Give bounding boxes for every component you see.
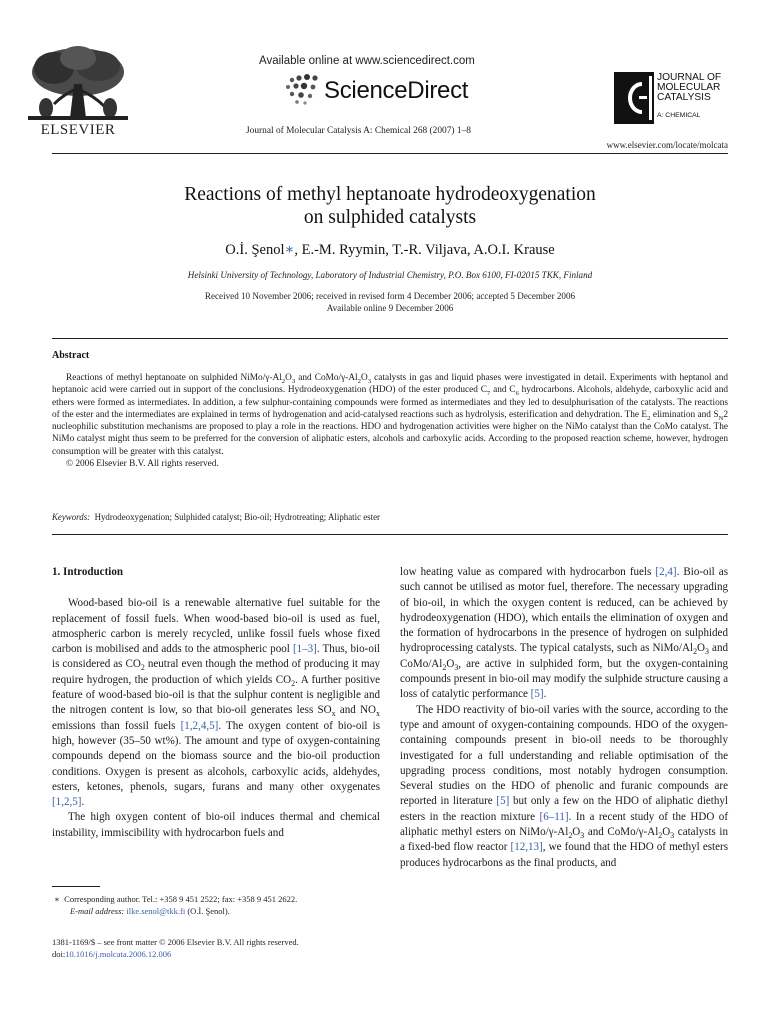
abstract-bottom-divider bbox=[52, 534, 728, 535]
author-first: O.İ. Şenol bbox=[225, 242, 285, 258]
keywords-label: Keywords: bbox=[52, 512, 91, 522]
footnote-email bbox=[52, 905, 382, 917]
corresponding-author-footnote bbox=[52, 893, 382, 918]
body-paragraph: The HDO reactivity of bio-oil varies with the source, according to the type and amount of oxygen-containing compounds. HDO of the oxygen-containing compounds present in bio-oil needs to be thoroughly investigated for a full understanding and reliable optimisation of the upgrading process conditions, most notably hydrogen consumption. Several studies on the HDO of phenolic and furanic compounds are reported in literature [5] but only a few on the HDO of aliphatic diethyl esters in the reaction mixture [6–11]. In a recent study of the HDO of aliphatic methyl esters on NiMo/$\gamma-Al_2O_3$ and CoMo/$\gamma-Al_2O_3$ catalysts in a fixed-bed flow reactor [12,13], we found that the HDO of methyl esters produces hydrocarbons as the final products, and bbox=[400, 703, 729, 869]
article-title bbox=[90, 183, 690, 229]
sciencedirect-logo bbox=[282, 72, 482, 108]
sciencedirect-dots-icon bbox=[282, 72, 322, 108]
email-label: E-mail address: bbox=[70, 906, 125, 917]
citation-link[interactable]: [6–11] bbox=[539, 810, 569, 823]
citation-link[interactable]: [1–3] bbox=[292, 643, 317, 656]
journal-logo-line4: A: CHEMICAL bbox=[657, 112, 701, 119]
citation-link[interactable]: [5] bbox=[530, 688, 544, 701]
email-link[interactable]: ilke.senol@tkk.fi bbox=[126, 906, 186, 917]
elsevier-logo bbox=[24, 44, 132, 140]
abstract-heading: Abstract bbox=[52, 350, 90, 361]
journal-logo bbox=[614, 72, 726, 124]
title-line-1: Reactions of methyl heptanoate hydrodeoxygenation bbox=[184, 184, 596, 205]
abstract-copyright: © 2006 Elsevier B.V. All rights reserved. bbox=[66, 459, 219, 470]
available-online-text: Available online at www.sciencedirect.com bbox=[259, 55, 475, 67]
received-dates: Received 10 November 2006; received in revised form 4 December 2006; accepted 5 December 2006 bbox=[204, 291, 576, 301]
header-divider bbox=[52, 153, 728, 154]
corresponding-author-marker[interactable]: ∗ bbox=[284, 242, 295, 258]
left-column bbox=[52, 565, 380, 841]
page-footer bbox=[52, 936, 382, 961]
footnote-contact bbox=[52, 893, 382, 905]
footnote-phone-fax: Corresponding author. Tel.: +358 9 451 2522; fax: +358 9 451 2622. bbox=[64, 894, 298, 904]
publisher-name: ELSEVIER bbox=[40, 122, 116, 138]
journal-emblem-icon bbox=[614, 72, 654, 124]
keywords bbox=[52, 512, 728, 522]
keywords-list: Hydrodeoxygenation; Sulphided catalyst; Bio-oil; Hydrotreating; Aliphatic ester bbox=[94, 512, 380, 522]
section-heading: 1. Introduction bbox=[52, 566, 124, 578]
abstract-body bbox=[52, 372, 728, 470]
article-dates bbox=[90, 290, 690, 314]
front-matter-notice: 1381-1169/$ – see front matter © 2006 Elsevier B.V. All rights reserved. bbox=[52, 937, 299, 947]
journal-logo-line1: JOURNAL OF bbox=[657, 72, 722, 83]
citation-link[interactable]: [1,2,4,5] bbox=[180, 719, 219, 732]
citation-link[interactable]: [2,4] bbox=[655, 566, 677, 578]
authors-rest: , E.-M. Ryymin, T.-R. Viljava, A.O.I. Krause bbox=[294, 242, 555, 258]
footnote-divider bbox=[52, 886, 100, 887]
author-list bbox=[90, 242, 690, 259]
citation-link[interactable]: [12,13] bbox=[510, 841, 543, 854]
doi-line bbox=[52, 948, 382, 960]
elsevier-tree-icon bbox=[24, 44, 132, 122]
body-paragraph: Wood-based bio-oil is a renewable alternative fuel suitable for the replacement of fossil fuels. When wood-based bio-oil is used as fuel, atmospheric carbon is merely recycled, unlike fossil fuels whose fixed carbon is mobilised and adds to the atmospheric pool [1–3]. Thus, bio-oil is considered as $CO_2$ neutral even though the method of producing it may require hydrogen, the production of which yields $CO_2$. A further positive feature of wood-based bio-oil is that the sulphur content is negligible and the nitrogen content is low, so that bio-oil generates less $SO_x$ and $NO_x$ emissions than fossil fuels [1,2,4,5]. The oxygen content of bio-oil is high, however (35–50 wt%). The amount and type of oxygen-containing compounds depend on the biomass source and the bio-oil production conditions. Oxygen is present as alcohols, carboxylic acids, aldehydes, esters, ketones, phenols, sugars, furans and many other oxygenates [1,2,5]. bbox=[52, 597, 381, 809]
body-paragraph: The high oxygen content of bio-oil induces thermal and chemical instability, immiscibility with hydrocarbon fuels and bbox=[52, 811, 380, 839]
title-line-2: on sulphided catalysts bbox=[303, 207, 477, 228]
email-owner: (O.İ. Şenol). bbox=[187, 906, 230, 917]
available-date: Available online 9 December 2006 bbox=[326, 303, 454, 313]
affiliation: Helsinki University of Technology, Laboratory of Industrial Chemistry, P.O. Box 6100, FI-02015 TKK, Finland bbox=[187, 270, 593, 280]
journal-url[interactable]: www.elsevier.com/locate/molcata bbox=[606, 140, 728, 150]
journal-logo-line2: MOLECULAR bbox=[657, 82, 721, 93]
body-paragraph: low heating value as compared with hydrocarbon fuels [2,4]. Bio-oil as such cannot be utilised as motor fuel, therefore. The necessary upgrading of bio-oil, in which the oxygen content is reduced, can be achieved by hydrodeoxygenation (HDO), which entails the elimination of oxygen and the formation of hydrocarbons in the presence of hydrogen on sulphided hydroprocessing catalysts. The typical catalysts, such as NiMo/$Al_2O_3$ and CoMo/$Al_2O_3$, are active in sulphided form, but the oxygen-containing compounds present in bio-oil may modify the sulphide structure causing a loss of catalytic performance [5]. bbox=[400, 566, 728, 701]
doi-link[interactable]: 10.1016/j.molcata.2006.12.006 bbox=[65, 949, 172, 960]
abstract-top-divider bbox=[52, 338, 728, 339]
abstract-paragraph: Reactions of methyl heptanoate on sulphided NiMo/$\gamma-Al_2O_3$ and CoMo/$\gamma-Al_2O_3$ catalysts in gas and liquid phases were investigated in detail. Experiments with heptanol and heptanoic acid were carried out in support of the conclusions. Hydrodeoxygenation (HDO) of the ester produced $C_7$ and $C_6$ hydrocarbons. Alcohols, aldehyde, carboxylic acid and ethers were formed as intermediates. In addition, a few sulphur-containing compounds were formed as intermediates and they led to desulphurisation of the catalysts. The reactions of the ester and the intermediates are explained in terms of hydrogenation and acid-catalysed reactions such as hydrolysis, esterification and dehydration. The $E_2$ elimination and $S_N2$ nucleophilic substitution mechanisms are proposed to play a role in the reactions. HDO and hydrogenation activities were higher on the NiMo catalyst than the CoMo catalyst. The NiMo catalyst might thus seem to be preferred for the conversion of aliphatic esters, alcohols and carboxylic acids. According to the proposed reaction scheme, however, hydrogen consumption will be greater with this catalyst. bbox=[52, 373, 728, 457]
doi-label: doi: bbox=[52, 949, 66, 960]
journal-reference: Journal of Molecular Catalysis A: Chemical 268 (2007) 1–8 bbox=[246, 126, 471, 136]
citation-link[interactable]: [5] bbox=[496, 795, 510, 808]
platform-name: ScienceDirect bbox=[324, 77, 469, 104]
journal-logo-line3: CATALYSIS bbox=[657, 92, 711, 103]
citation-link[interactable]: [1,2,5] bbox=[52, 796, 82, 809]
right-column bbox=[400, 565, 728, 871]
footnote-marker: ∗ bbox=[54, 894, 60, 904]
